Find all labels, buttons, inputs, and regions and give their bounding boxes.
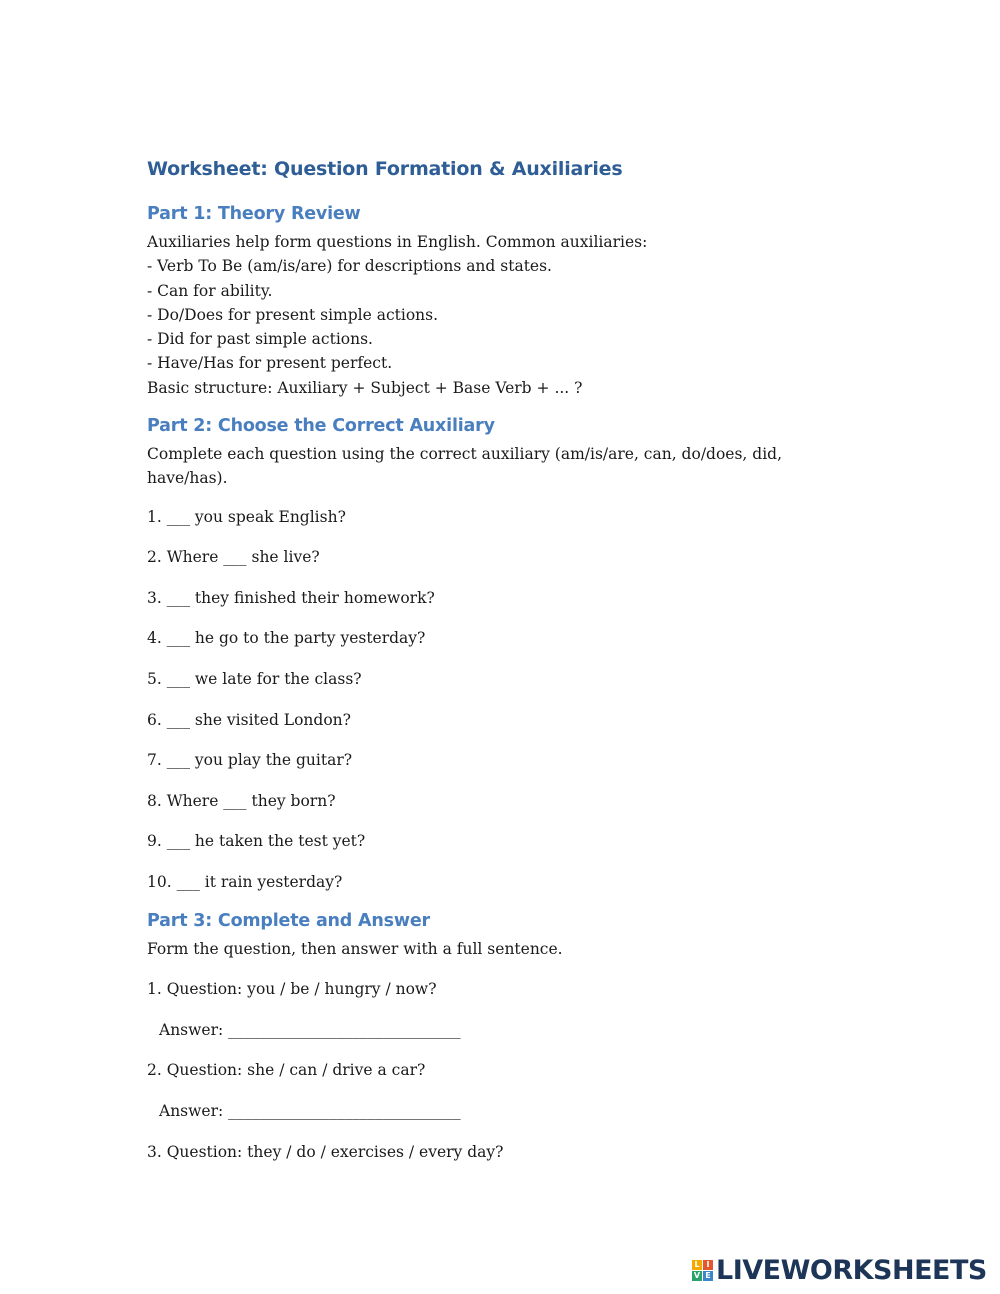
part1-heading: Part 1: Theory Review: [147, 204, 361, 224]
part3-heading: Part 3: Complete and Answer: [147, 910, 430, 931]
question-item: 8. Where ___ they born?: [147, 791, 336, 810]
theory-line: - Did for past simple actions.: [147, 330, 373, 349]
answer-line[interactable]: Answer: ______________________________: [159, 1101, 461, 1120]
part3-instruction: Form the question, then answer with a full sentence.: [147, 939, 563, 958]
question-item: 3. ___ they finished their homework?: [147, 588, 435, 607]
answer-line[interactable]: Answer: ______________________________: [159, 1020, 461, 1039]
theory-line: Auxiliaries help form questions in English. Common auxiliaries:: [147, 233, 648, 251]
question-item: 5. ___ we late for the class?: [147, 670, 362, 689]
question-item: 9. ___ he taken the test yet?: [147, 832, 366, 851]
theory-line: - Can for ability.: [147, 281, 273, 300]
logo-text: LIVEWORKSHEETS: [716, 1254, 987, 1286]
question-item: 1. ___ you speak English?: [147, 507, 346, 526]
logo-badge-icon: [692, 1260, 713, 1281]
theory-line: - Do/Does for present simple actions.: [147, 305, 439, 324]
part2-section: [147, 416, 847, 894]
question-item: 6. ___ she visited London?: [147, 710, 351, 729]
part2-instruction: Complete each question using the correct auxiliary (am/is/are, can, do/does, did,: [147, 445, 783, 464]
question-item: 3. Question: they / do / exercises / every day?: [147, 1142, 504, 1161]
liveworksheets-logo: [692, 1253, 987, 1287]
part1-section: [147, 204, 847, 400]
question-item: 2. Where ___ she live?: [147, 548, 320, 567]
question-item: 4. ___ he go to the party yesterday?: [147, 629, 426, 648]
theory-line: - Have/Has for present perfect.: [147, 354, 393, 373]
worksheet-page: [147, 158, 847, 1180]
part3-section: [147, 911, 847, 1164]
logo-badge-letter: E: [703, 1271, 713, 1281]
question-item: 10. ___ it rain yesterday?: [147, 873, 343, 892]
part2-heading: Part 2: Choose the Correct Auxiliary: [147, 416, 495, 437]
question-item: 2. Question: she / can / drive a car?: [147, 1061, 426, 1080]
question-item: 7. ___ you play the guitar?: [147, 751, 353, 770]
logo-badge-letter: V: [693, 1271, 701, 1280]
logo-badge-letter: L: [692, 1260, 702, 1270]
part2-instruction-cont: have/has).: [147, 469, 228, 488]
theory-line: - Verb To Be (am/is/are) for descriptions and states.: [147, 257, 552, 276]
worksheet-title: Worksheet: Question Formation & Auxiliaries: [147, 158, 623, 180]
question-item: 1. Question: you / be / hungry / now?: [147, 980, 437, 999]
theory-line: Basic structure: Auxiliary + Subject + Base Verb + ... ?: [147, 378, 583, 397]
logo-badge-letter: I: [703, 1260, 713, 1270]
